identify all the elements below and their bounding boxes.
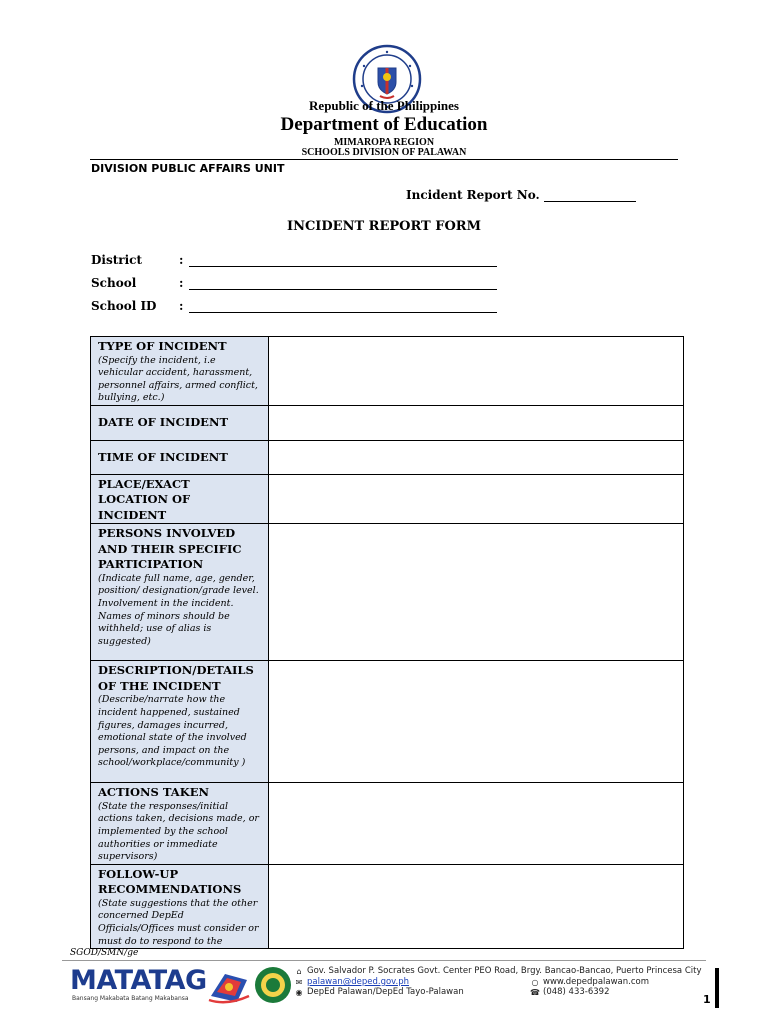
division-heading: SCHOOLS DIVISION OF PALAWAN xyxy=(301,147,467,158)
row-title: ACTIONS TAKEN xyxy=(98,785,209,800)
republic-heading: Republic of the Philippines xyxy=(309,98,459,113)
address-text: Gov. Salvador P. Socrates Govt. Center PEO Road, Brgy. Bancao-Bancao, Puerto Princesa City xyxy=(307,966,702,976)
report-number-blank[interactable] xyxy=(544,190,636,202)
table-row xyxy=(91,661,684,783)
row-label-cell xyxy=(91,337,269,406)
actions-taken-entry[interactable] xyxy=(269,783,684,864)
table-row xyxy=(91,405,684,440)
row-label-clip xyxy=(98,867,262,947)
footer-website xyxy=(530,977,649,987)
matatag-logo: MATATAG xyxy=(70,965,207,996)
field-colon: : xyxy=(179,299,184,313)
unit-label: DIVISION PUBLIC AFFAIRS UNIT xyxy=(91,162,285,175)
place-of-incident-entry[interactable] xyxy=(269,474,684,524)
table-row xyxy=(91,474,684,524)
footer-email xyxy=(294,977,409,987)
header-divider xyxy=(90,159,678,160)
row-label-cell xyxy=(91,783,269,864)
table-row xyxy=(91,783,684,864)
incident-table xyxy=(90,336,684,949)
table-row xyxy=(91,864,684,948)
row-title: DATE OF INCIDENT xyxy=(98,414,229,429)
district-input-line[interactable] xyxy=(189,255,497,267)
row-title: DESCRIPTION/DETAILS OF THE INCIDENT xyxy=(98,663,254,693)
row-label-cell xyxy=(91,440,269,474)
region-heading: MIMAROPA REGION xyxy=(333,137,435,148)
footer-phone xyxy=(530,987,609,997)
facebook-icon: ◉ xyxy=(295,987,303,997)
type-of-incident-entry[interactable] xyxy=(269,337,684,406)
footer-divider xyxy=(62,960,706,961)
email-icon: ✉ xyxy=(295,977,303,987)
bagong-pilipinas-logo xyxy=(207,966,252,1006)
field-district xyxy=(91,253,497,267)
email-link[interactable]: palawan@deped.gov.ph xyxy=(307,977,410,987)
phone-icon: ☎ xyxy=(530,987,540,997)
field-label: School ID xyxy=(91,299,157,313)
report-number-label: Incident Report No. xyxy=(406,188,540,202)
row-label-cell xyxy=(91,524,269,661)
field-school-id xyxy=(91,299,497,313)
row-label-cell xyxy=(91,405,269,440)
persons-involved-entry[interactable] xyxy=(269,524,684,661)
table-row xyxy=(91,440,684,474)
field-school xyxy=(91,276,497,290)
row-label-cell xyxy=(91,661,269,783)
report-number xyxy=(406,188,636,202)
row-description: (Specify the incident, i.e vehicular accident, harassment, personnel affairs, armed conflict, bullying, etc.) xyxy=(98,354,258,404)
department-heading: Department of Education xyxy=(280,114,488,135)
globe-icon: ○ xyxy=(531,977,539,987)
field-colon: : xyxy=(179,253,184,267)
table-row xyxy=(91,337,684,406)
row-title: PERSONS INVOLVED AND THEIR SPECIFIC PARTICIPATION xyxy=(98,526,242,572)
field-colon: : xyxy=(179,276,184,290)
footer-vertical-bar xyxy=(715,968,719,1008)
footer-address xyxy=(294,966,702,976)
school-id-input-line[interactable] xyxy=(189,301,497,313)
division-seal-logo xyxy=(254,966,292,1004)
footer-facebook xyxy=(294,987,464,997)
home-icon: ⌂ xyxy=(296,966,302,976)
row-description: (Describe/narrate how the incident happened, sustained figures, damages incurred, emotional state of the involved persons, and impact on the school/workplace/community ) xyxy=(98,694,247,769)
row-description: (Indicate full name, age, gender, position/ designation/grade level. Involvement in the incident. Names of minors should be withheld; use of alias is suggested) xyxy=(98,572,259,647)
follow-up-entry[interactable] xyxy=(269,864,684,948)
row-description: (State suggestions that the other concerned DepEd Officials/Offices must consider or must do to respond to the xyxy=(98,897,259,947)
field-label: School xyxy=(91,276,137,290)
website-text[interactable]: www.depedpalawan.com xyxy=(543,977,650,987)
reference-code: SGOD/SMN/ge xyxy=(70,948,139,958)
description-entry[interactable] xyxy=(269,661,684,783)
matatag-tagline: Bansang Makabata Batang Makabansa xyxy=(72,995,189,1002)
row-label-cell xyxy=(91,864,269,948)
row-description: (State the responses/initial actions taken, decisions made, or implemented by the school authorities or immediate supervisors) xyxy=(98,800,259,863)
row-title: TYPE OF INCIDENT xyxy=(98,339,227,353)
phone-text: (048) 433-6392 xyxy=(543,987,610,997)
row-title: PLACE/EXACT LOCATION OF INCIDENT xyxy=(98,476,191,522)
row-title: FOLLOW-UP RECOMMENDATIONS xyxy=(98,866,242,897)
page-number: 1 xyxy=(703,993,711,1006)
date-of-incident-entry[interactable] xyxy=(269,405,684,440)
time-of-incident-entry[interactable] xyxy=(269,440,684,474)
table-row xyxy=(91,524,684,661)
facebook-text: DepEd Palawan/DepEd Tayo-Palawan xyxy=(307,987,464,997)
row-title: TIME OF INCIDENT xyxy=(98,449,228,464)
field-label: District xyxy=(91,253,142,267)
school-input-line[interactable] xyxy=(189,278,497,290)
form-title: INCIDENT REPORT FORM xyxy=(287,219,481,234)
row-label-cell xyxy=(91,474,269,524)
